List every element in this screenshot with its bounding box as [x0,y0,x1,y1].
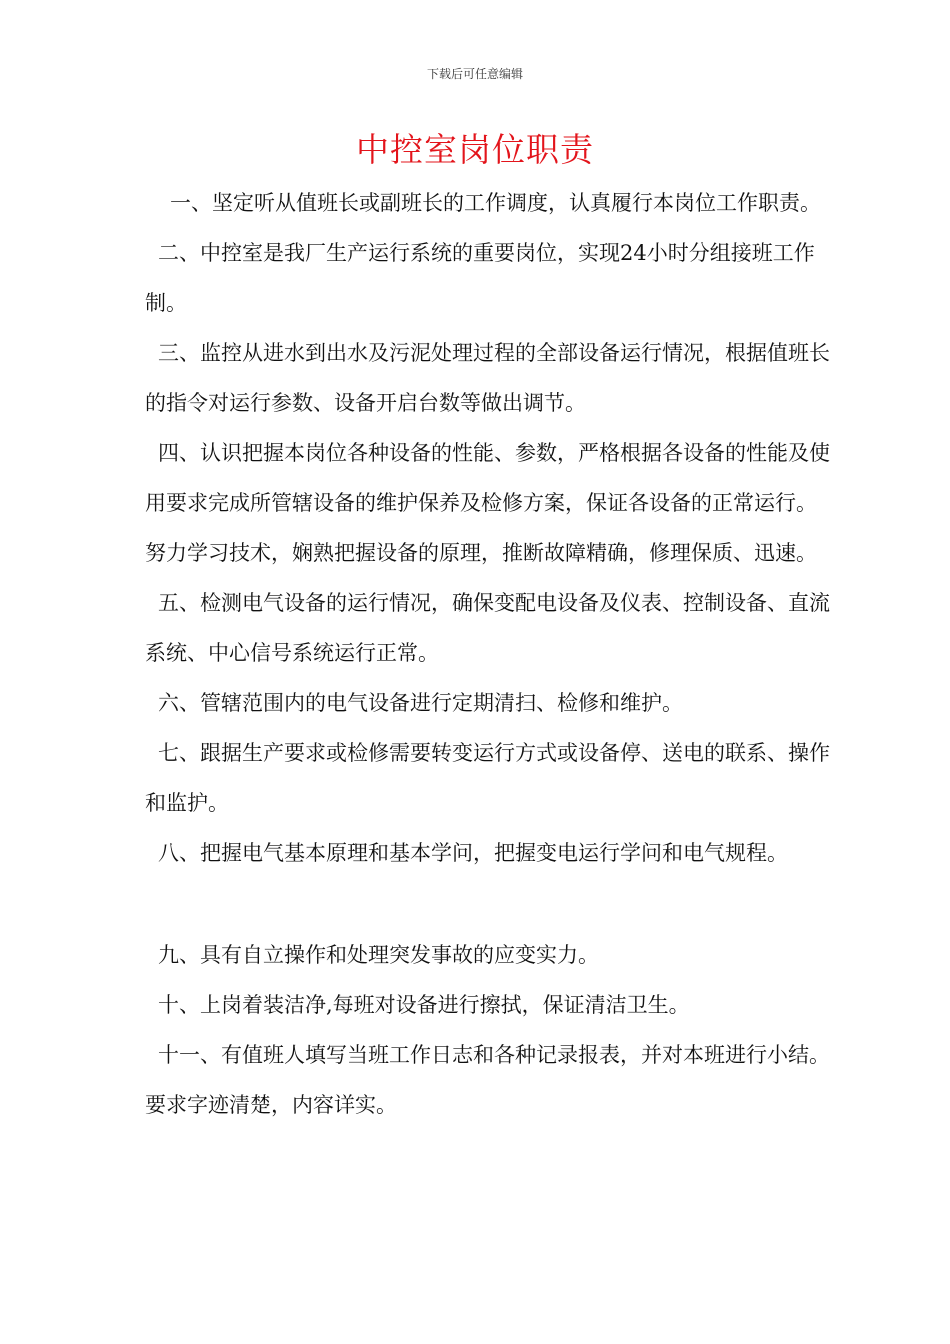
duty-item-3: 三、监控从进水到出水及污泥处理过程的全部设备运行情况，根据值班长的指令对运行参数、设备开启台数等做出调节。 [145,341,830,415]
page-title: 中控室岗位职责 [356,130,594,169]
duty-item-11: 十一、有值班人填写当班工作日志和各种记录报表，并对本班进行小结。要求字迹清楚，内容详实。 [145,1043,830,1117]
duty-item-1: 一、坚定听从值班长或副班长的工作调度，认真履行本岗位工作职责。 [170,191,821,215]
duty-item-6: 六、管辖范围内的电气设备进行定期清扫、检修和维护。 [158,691,683,715]
duty-item-10: 十、上岗着装洁净,每班对设备进行擦拭，保证清洁卫生。 [158,993,690,1017]
header-note: 下载后可任意编辑 [426,67,523,81]
duty-item-9: 九、具有自立操作和处理突发事故的应变实力。 [158,943,599,967]
duty-item-7: 七、跟据生产要求或检修需要转变运行方式或设备停、送电的联系、操作和监护。 [145,741,830,815]
duty-item-5: 五、检测电气设备的运行情况，确保变配电设备及仪表、控制设备、直流系统、中心信号系统运行正常。 [145,591,830,665]
duty-item-8: 八、把握电气基本原理和基本学问，把握变电运行学问和电气规程。 [158,841,788,865]
duty-item-4: 四、认识把握本岗位各种设备的性能、参数，严格根据各设备的性能及使用要求完成所管辖设备的维护保养及检修方案，保证各设备的正常运行。努力学习技术，娴熟把握设备的原理，推断故障精确，修理保质、迅速。 [145,441,830,565]
document-body [145,178,835,1130]
duty-item-2: 二、中控室是我厂生产运行系统的重要岗位，实现24小时分组接班工作制。 [145,241,815,315]
